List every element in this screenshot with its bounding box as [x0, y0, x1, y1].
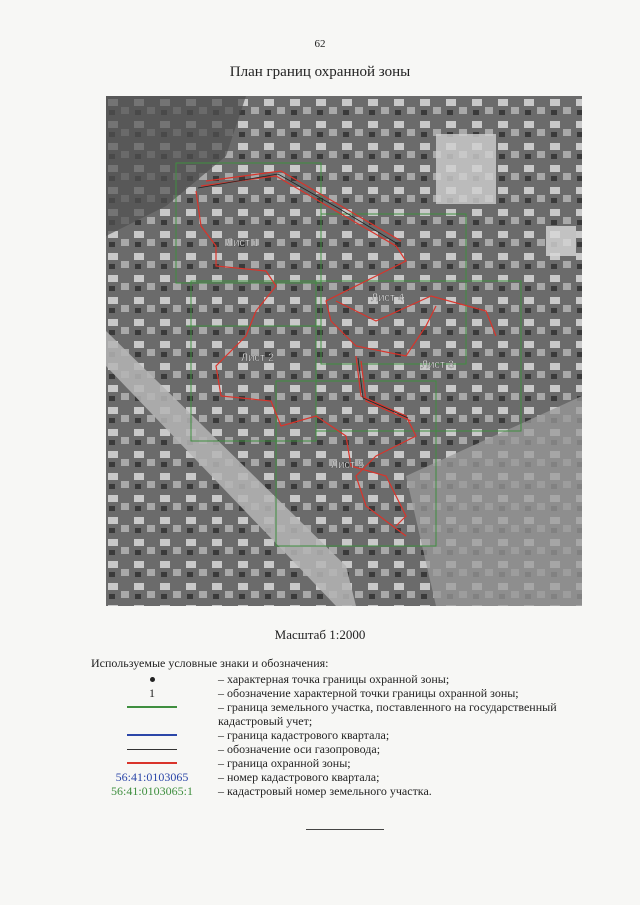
legend-desc: – кадастровый номер земельного участка. [218, 784, 432, 798]
footer-divider [306, 829, 384, 830]
legend-item [96, 686, 606, 700]
legend-item [96, 728, 606, 742]
legend-item [96, 770, 606, 784]
legend-desc: – обозначение оси газопровода; [218, 742, 381, 756]
legend-symbol-text: 1 [149, 686, 155, 700]
legend-item [96, 742, 606, 756]
quarter-boundary-line-icon [127, 734, 177, 736]
land-boundary-line-icon [127, 706, 177, 708]
aerial-map [106, 96, 582, 606]
sheet-label-3: Лист 3 [421, 359, 455, 371]
legend-desc: – граница земельного участка, поставленного на государственный кадастровый учет; [218, 700, 557, 728]
legend-symbol-text: 56:41:0103065:1 [110, 784, 193, 798]
map-canvas [106, 96, 582, 606]
legend-desc: – граница охранной зоны; [218, 756, 351, 770]
sheet-label-5: Лист 5 [331, 459, 365, 471]
zone-boundary-line-icon [127, 762, 177, 764]
legend-item [96, 700, 606, 728]
map-scale: Масштаб 1:2000 [274, 627, 366, 642]
legend-desc: – номер кадастрового квартала; [218, 770, 380, 784]
sheet-label-2: Лист 2 [241, 352, 275, 364]
legend [96, 672, 606, 798]
legend-item [96, 756, 606, 770]
legend-desc: – обозначение характерной точки границы охранной зоны; [218, 686, 519, 700]
legend-item [96, 784, 606, 798]
point-marker-icon [150, 677, 155, 682]
page-title: План границ охранной зоны [229, 64, 411, 80]
legend-desc: – характерная точка границы охранной зоны; [218, 672, 450, 686]
sheet-label-4: Лист 4 [371, 292, 405, 304]
legend-symbol-text: 56:41:0103065 [115, 770, 189, 784]
page-number: 62 [314, 38, 326, 50]
legend-title: Используемые условные знаки и обозначения: [91, 656, 329, 670]
gas-axis-line-icon [127, 749, 177, 750]
sheet-label-1: Лист 1 [226, 237, 260, 249]
legend-desc: – граница кадастрового квартала; [218, 728, 390, 742]
legend-item [96, 672, 606, 686]
